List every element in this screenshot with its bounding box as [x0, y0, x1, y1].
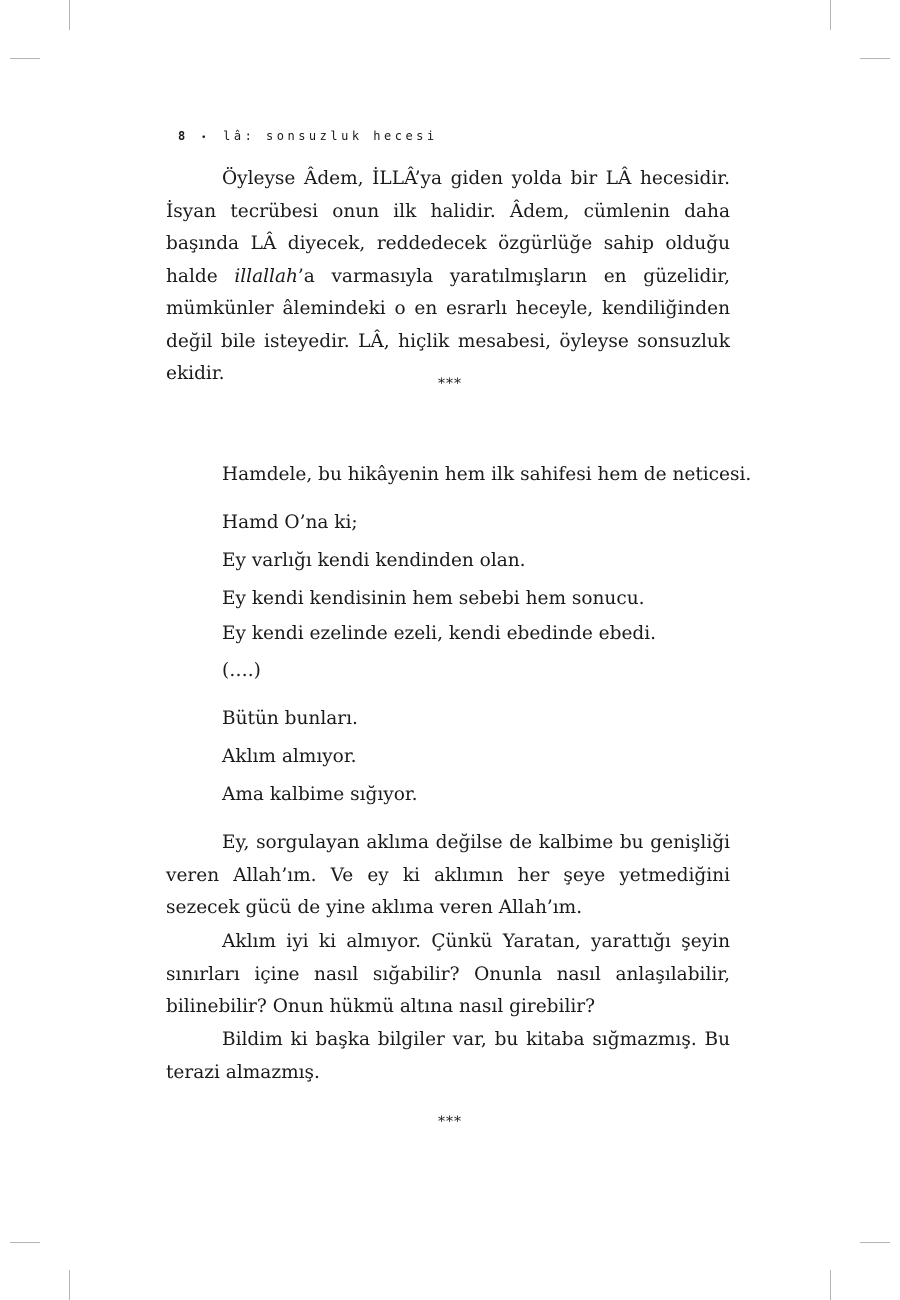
verse-line-2: Hamd O’na ki; — [222, 512, 358, 533]
running-head — [178, 129, 438, 143]
verse-line-6: (….) — [222, 660, 261, 681]
paragraph-3: Aklım iyi ki almıyor. Çünkü Yaratan, yarattığı şeyin sınırları içine nasıl sığabilir? Onunla nasıl anlaşılabilir, bilinebilir? Onun hükmü altına nasıl girebilir? — [166, 931, 730, 1017]
paragraph-1-italic: illallah — [234, 265, 298, 287]
crop-mark-right-bottom — [860, 1242, 890, 1243]
verse-line-1: Hamdele, bu hikâyenin hem ilk sahifesi hem de neticesi. — [222, 464, 752, 485]
verse-line-5: Ey kendi ezelinde ezeli, kendi ebedinde ebedi. — [222, 623, 657, 644]
verse-line-8: Aklım almıyor. — [222, 746, 357, 767]
verse-line-9: Ama kalbime sığıyor. — [222, 784, 418, 805]
paragraph-1-text-a: Öyleyse Âdem, İLLÂ’ya giden yolda bir LÂ hecesidir. İsyan tecrübesi onun ilk halidir. Âdem, cümlenin daha başında LÂ diyecek, reddedecek özgürlüğe sahip olduğu halde — [166, 168, 730, 287]
crop-mark-right-top — [860, 58, 890, 59]
paragraph-1 — [166, 163, 730, 391]
crop-mark-top-left — [69, 0, 70, 30]
paragraph-1-text-b: ’a varmasıyla yaratılmışların en güzelidir, mümkünler âlemindeki o en esrarlı heceyle, kendiliğinden değil bile isteyedir. LÂ, hiçlik mesabesi, öyleyse sonsuzluk ekidir. — [166, 265, 730, 384]
page-number: 8 — [178, 129, 187, 143]
verse-line-3: Ey varlığı kendi kendinden olan. — [222, 550, 526, 571]
paragraph-4: Bildim ki başka bilgiler var, bu kitaba sığmazmış. Bu terazi almazmış. — [166, 1029, 730, 1083]
running-title: lâ: sonsuzluk hecesi — [223, 129, 438, 143]
section-separator-2: *** — [438, 1114, 462, 1130]
crop-mark-left-top — [10, 58, 40, 59]
crop-mark-top-right — [830, 0, 831, 30]
crop-mark-bottom-right — [830, 1270, 831, 1300]
verse-line-4: Ey kendi kendisinin hem sebebi hem sonucu. — [222, 588, 645, 609]
section-separator-1: *** — [438, 376, 462, 392]
verse-line-7: Bütün bunları. — [222, 708, 358, 729]
paragraph-2: Ey, sorgulayan aklıma değilse de kalbime bu genişliği veren Allah’ım. Ve ey ki aklımın her şeye yetmediğini sezecek gücü de yine aklıma veren Allah’ım. — [166, 832, 730, 918]
bullet-separator: • — [200, 133, 207, 143]
crop-mark-left-bottom — [10, 1242, 40, 1243]
crop-mark-bottom-left — [69, 1270, 70, 1300]
